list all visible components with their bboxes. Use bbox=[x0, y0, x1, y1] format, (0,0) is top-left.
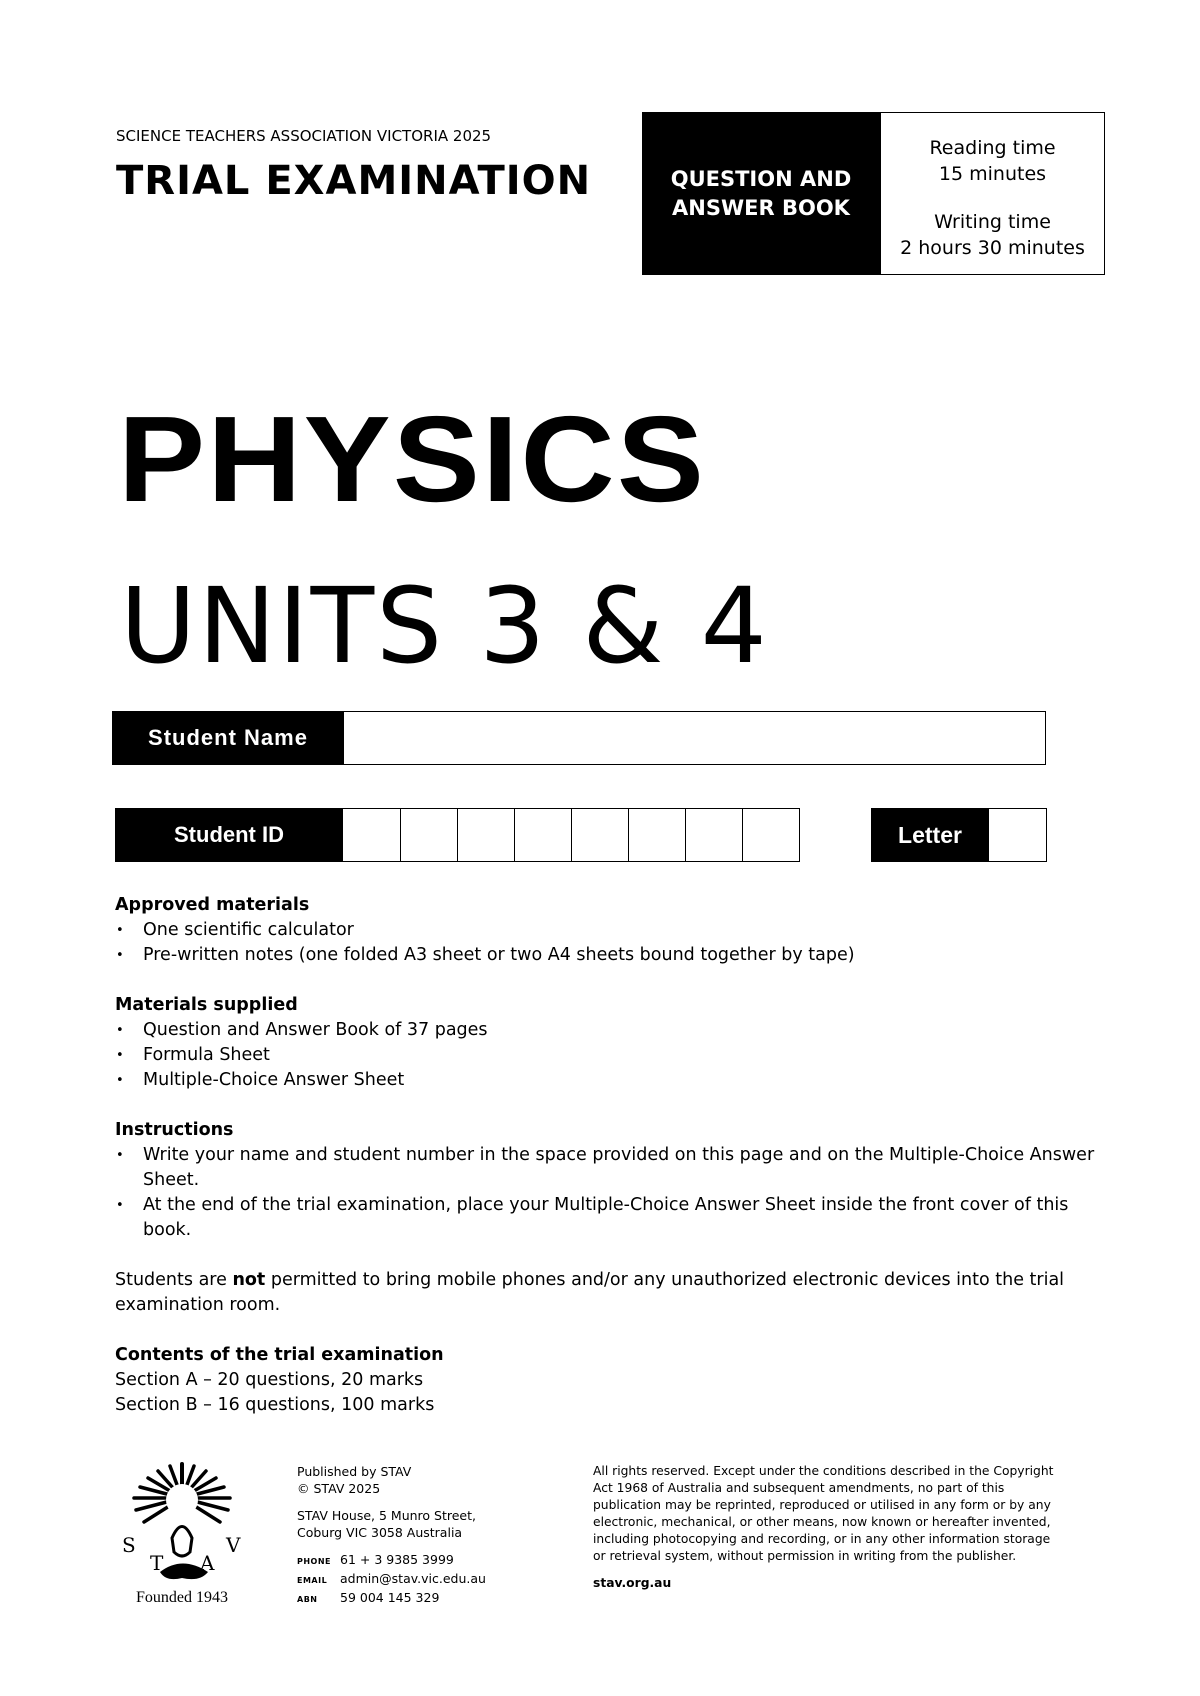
notice-emphasis: not bbox=[232, 1270, 266, 1290]
contents-line: Section A – 20 questions, 20 marks bbox=[115, 1370, 424, 1390]
address-line: STAV House, 5 Munro Street, bbox=[297, 1508, 476, 1523]
materials-supplied-heading: Materials supplied bbox=[115, 995, 298, 1015]
list-item: • One scientific calculator bbox=[115, 918, 1095, 943]
list-item: • At the end of the trial examination, place your Multiple-Choice Answer Sheet inside the front cover of this book. bbox=[115, 1193, 1095, 1243]
reading-time-value: 15 minutes bbox=[938, 163, 1047, 185]
logo-caption: Founded 1943 bbox=[136, 1589, 228, 1606]
student-id-digit-box[interactable] bbox=[685, 809, 742, 861]
copyright-line: © STAV 2025 bbox=[297, 1481, 381, 1496]
student-id-field bbox=[343, 808, 800, 862]
contents-line: Section B – 16 questions, 100 marks bbox=[115, 1395, 435, 1415]
student-name-label: Student Name bbox=[112, 711, 344, 765]
book-type-box bbox=[642, 112, 880, 275]
time-allowance-box bbox=[880, 112, 1105, 275]
organisation-line: SCIENCE TEACHERS ASSOCIATION VICTORIA 2025 bbox=[116, 127, 492, 145]
letter-field[interactable] bbox=[989, 808, 1047, 862]
contents-heading: Contents of the trial examination bbox=[115, 1345, 444, 1365]
reading-time-label: Reading time bbox=[929, 137, 1056, 159]
phone-number: 61 + 3 9385 3999 bbox=[340, 1552, 454, 1567]
book-type-line: ANSWER BOOK bbox=[672, 195, 850, 220]
student-id-digit-box[interactable] bbox=[343, 809, 400, 861]
student-id-digit-box[interactable] bbox=[571, 809, 628, 861]
publisher-details bbox=[297, 1463, 486, 1608]
materials-supplied-list bbox=[115, 1018, 1095, 1093]
device-notice bbox=[115, 1268, 1095, 1318]
student-id-digit-box[interactable] bbox=[514, 809, 571, 861]
abn-number: 59 004 145 329 bbox=[340, 1590, 440, 1605]
list-item: • Write your name and student number in the space provided on this page and on the Multiple-Choice Answer Sheet. bbox=[115, 1143, 1095, 1193]
instructions-body bbox=[115, 893, 1095, 1418]
list-item: • Question and Answer Book of 37 pages bbox=[115, 1018, 1095, 1043]
list-item: • Formula Sheet bbox=[115, 1043, 1095, 1068]
notice-prefix: Students are bbox=[115, 1270, 233, 1290]
phone-label: PHONE bbox=[297, 1557, 332, 1566]
logo-letter: T bbox=[150, 1551, 164, 1575]
rights-notice bbox=[593, 1463, 1063, 1592]
student-id-digit-box[interactable] bbox=[400, 809, 457, 861]
email-label: EMAIL bbox=[297, 1576, 328, 1585]
notice-suffix: permitted to bring mobile phones and/or any unauthorized electronic devices into the trial examination room. bbox=[115, 1270, 1065, 1315]
website-link[interactable]: stav.org.au bbox=[593, 1576, 672, 1590]
address-line: Coburg VIC 3058 Australia bbox=[297, 1525, 463, 1540]
logo-letter: A bbox=[200, 1551, 215, 1575]
published-by: Published by STAV bbox=[297, 1464, 412, 1479]
abn-label: ABN bbox=[297, 1595, 318, 1604]
instructions-heading: Instructions bbox=[115, 1120, 234, 1140]
list-item: • Multiple-Choice Answer Sheet bbox=[115, 1068, 1095, 1093]
student-name-field[interactable] bbox=[344, 711, 1046, 765]
email-address[interactable]: admin@stav.vic.edu.au bbox=[340, 1571, 486, 1586]
writing-time-value: 2 hours 30 minutes bbox=[900, 237, 1085, 259]
list-item: • Pre-written notes (one folded A3 sheet or two A4 sheets bound together by tape) bbox=[115, 943, 1095, 968]
exam-type-title: TRIAL EXAMINATION bbox=[116, 158, 592, 204]
student-id-label: Student ID bbox=[115, 808, 343, 862]
logo-letter: S bbox=[122, 1533, 136, 1557]
stav-logo bbox=[112, 1460, 252, 1610]
writing-time-label: Writing time bbox=[934, 211, 1051, 233]
logo-letter: V bbox=[226, 1533, 241, 1557]
rights-text: All rights reserved. Except under the conditions described in the Copyright Act 1968 of Australia and subsequent amendments, no part of this publication may be reprinted, reproduced or utilised in any form or by any electronic, mechanical, or other means, now known or hereafter invented, including photocopying and recording, or in any other information storage or retrieval system, without permission in writing from the publisher. bbox=[593, 1464, 1054, 1563]
approved-materials-heading: Approved materials bbox=[115, 895, 310, 915]
subject-title: PHYSICS bbox=[118, 391, 707, 527]
student-id-digit-box[interactable] bbox=[457, 809, 514, 861]
book-type-line: QUESTION AND bbox=[670, 166, 852, 191]
approved-materials-list bbox=[115, 918, 1095, 968]
student-id-digit-box[interactable] bbox=[628, 809, 685, 861]
student-id-digit-box[interactable] bbox=[742, 809, 799, 861]
units-title: UNITS 3 & 4 bbox=[120, 565, 769, 687]
instructions-list bbox=[115, 1143, 1095, 1243]
letter-label: Letter bbox=[871, 808, 989, 862]
